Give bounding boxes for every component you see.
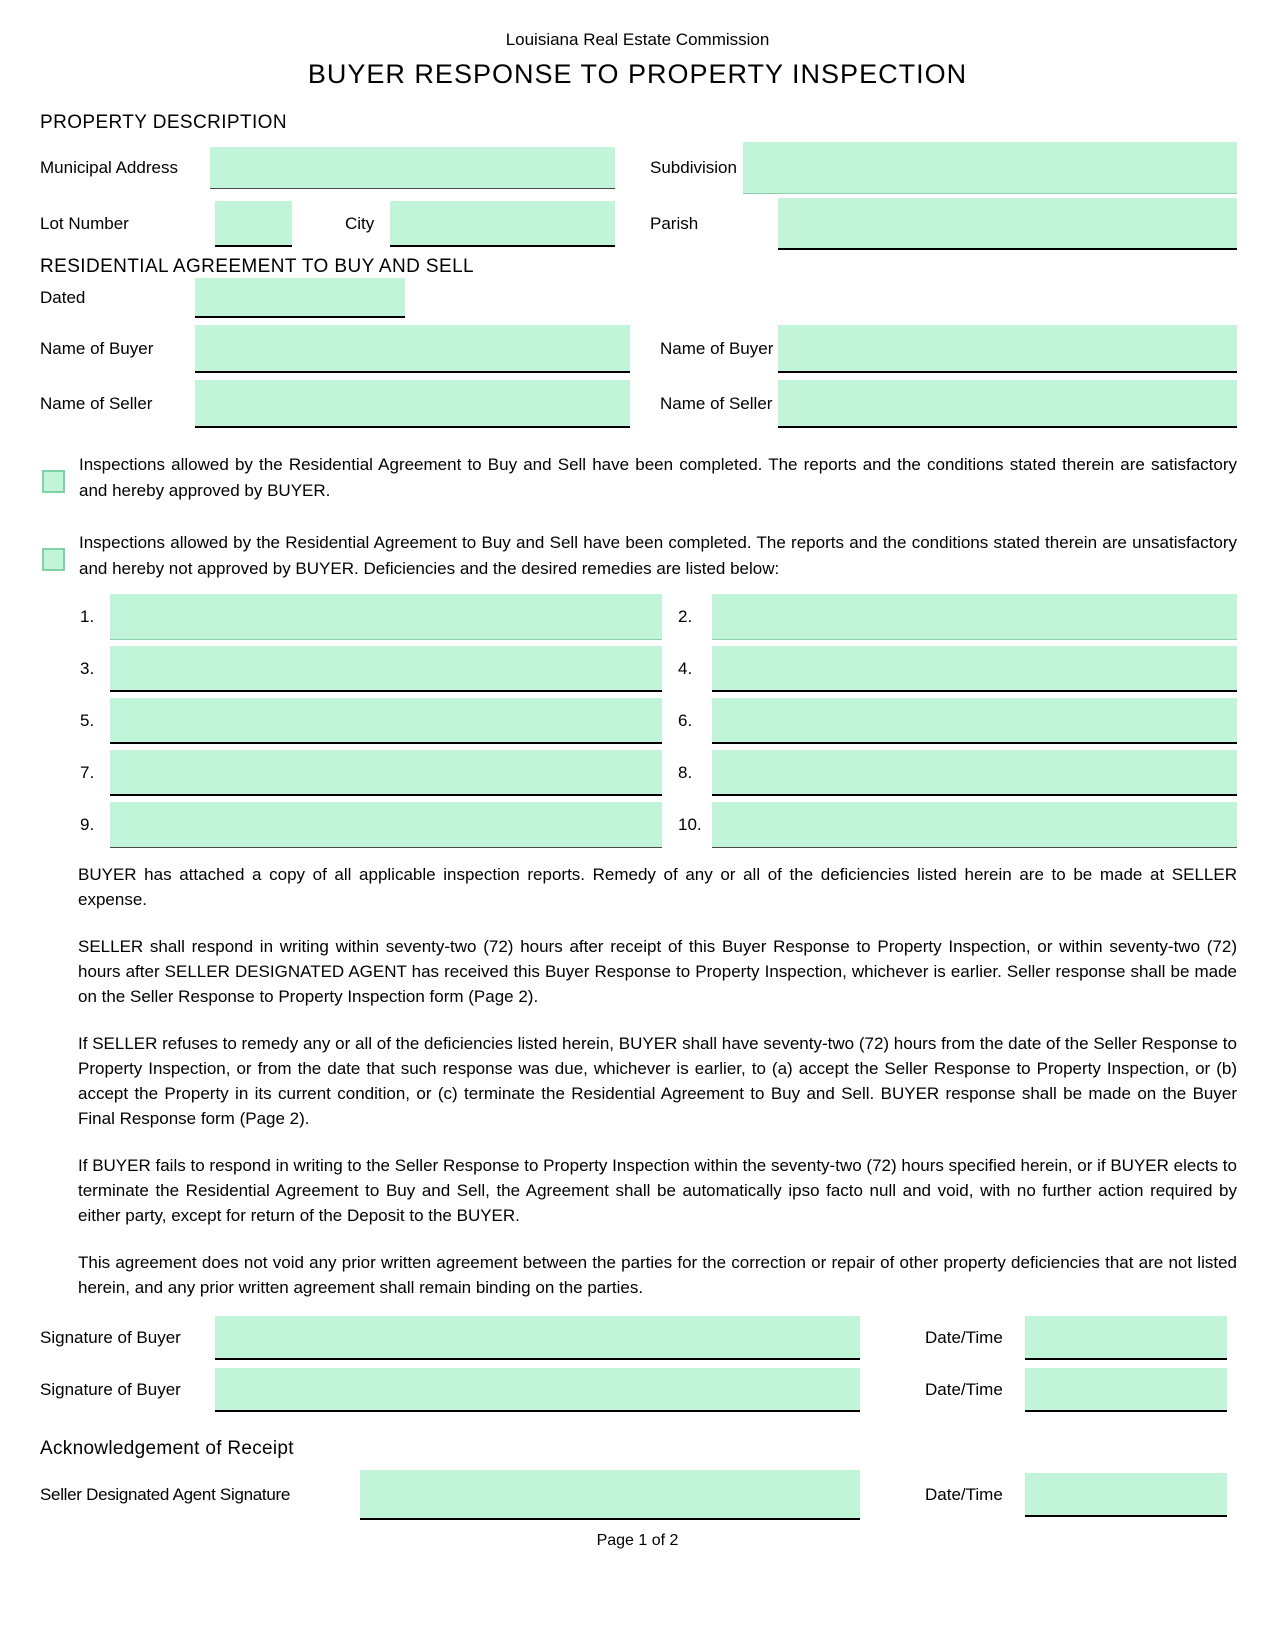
deficiency-field-3[interactable]: [110, 646, 662, 692]
unsatisfactory-checkbox[interactable]: [42, 548, 65, 571]
dated-row: [40, 278, 1237, 318]
deficiency-number-6: 6.: [678, 711, 693, 730]
buyer-names-row: [40, 325, 1237, 373]
property-row-address: [40, 142, 1237, 194]
signature-of-buyer-label-1: Signature of Buyer: [40, 1328, 181, 1347]
subdivision-field[interactable]: [743, 142, 1237, 194]
deficiency-number-3: 3.: [80, 659, 95, 678]
deficiency-field-8[interactable]: [712, 750, 1237, 796]
property-row-lot-city-parish: [40, 198, 1237, 250]
parish-label: Parish: [650, 214, 699, 233]
form-title: BUYER RESPONSE TO PROPERTY INSPECTION: [307, 59, 968, 89]
commission-name: Louisiana Real Estate Commission: [505, 30, 770, 49]
deficiency-number-7: 7.: [80, 763, 95, 782]
deficiency-field-6[interactable]: [712, 698, 1237, 744]
deficiency-number-1: 1.: [80, 607, 95, 626]
name-of-buyer-label-2: Name of Buyer: [660, 339, 774, 358]
buyer-date-time-field-1[interactable]: [1025, 1316, 1227, 1360]
deficiency-field-4[interactable]: [712, 646, 1237, 692]
deficiency-field-1[interactable]: [110, 594, 662, 640]
agent-date-time-field[interactable]: [1025, 1473, 1227, 1517]
paragraph-seller-respond: SELLER shall respond in writing within seventy-two (72) hours after receipt of this Buyer Response to Property Inspection, or within seventy-two (72) hours after SELLER DESIGNATED AGENT has received this Buyer Response to Property Inspection, whichever is earlier. Seller response shall be made on the Seller Response to Property Inspection form (Page 2).: [78, 937, 1237, 1006]
parish-field[interactable]: [778, 198, 1237, 250]
deficiency-number-9: 9.: [80, 815, 95, 834]
lot-number-field[interactable]: [215, 201, 292, 247]
seller-names-row: [40, 380, 1237, 428]
deficiency-field-2[interactable]: [712, 594, 1237, 640]
buyer-signature-field-1[interactable]: [215, 1316, 860, 1360]
agreement-heading: RESIDENTIAL AGREEMENT TO BUY AND SELL: [40, 256, 474, 277]
paragraph-buyer-fails: If BUYER fails to respond in writing to the Seller Response to Property Inspection within the seventy-two (72) hours specified herein, or if BUYER elects to terminate the Residential Agreement to Buy and Sell, the Agreement shall be automatically ipso facto null and void, with no further action required by either party, except for return of the Deposit to the BUYER.: [78, 1156, 1237, 1225]
acknowledgement-heading: Acknowledgement of Receipt: [40, 1438, 294, 1459]
buyer-signature-row-1: [40, 1316, 1237, 1360]
date-time-label-2: Date/Time: [925, 1380, 1003, 1399]
deficiency-list: [80, 594, 1237, 848]
paragraph-attached-reports: BUYER has attached a copy of all applicable inspection reports. Remedy of any or all of the deficiencies listed herein are to be made at SELLER expense.: [78, 865, 1237, 909]
name-of-seller-field-2[interactable]: [778, 380, 1237, 428]
buyer-signature-field-2[interactable]: [215, 1368, 860, 1412]
deficiency-field-7[interactable]: [110, 750, 662, 796]
name-of-seller-label-1: Name of Seller: [40, 394, 153, 413]
subdivision-label: Subdivision: [650, 158, 737, 177]
satisfactory-option-text: Inspections allowed by the Residential Agreement to Buy and Sell have been completed. The reports and the conditions stated therein are satisfactory and hereby approved by BUYER.: [79, 455, 1237, 500]
deficiency-field-9[interactable]: [110, 802, 662, 848]
deficiency-field-10[interactable]: [712, 802, 1237, 848]
unsatisfactory-option-row: [42, 530, 1237, 582]
date-time-label-1: Date/Time: [925, 1328, 1003, 1347]
agent-signature-field[interactable]: [360, 1470, 860, 1520]
signature-of-buyer-label-2: Signature of Buyer: [40, 1380, 181, 1399]
city-label: City: [345, 214, 375, 233]
page-number: Page 1 of 2: [596, 1532, 679, 1549]
municipal-address-label: Municipal Address: [40, 158, 178, 177]
agent-signature-row: [40, 1470, 1237, 1520]
dated-label: Dated: [40, 288, 86, 307]
deficiency-number-10: 10.: [678, 815, 702, 834]
agent-signature-label: Seller Designated Agent Signature: [40, 1485, 290, 1504]
unsatisfactory-option-text: Inspections allowed by the Residential Agreement to Buy and Sell have been completed. The reports and the conditions stated therein are unsatisfactory and hereby not approved by BUYER. Deficiencies and the desired remedies are listed below:: [79, 533, 1237, 578]
name-of-buyer-field-2[interactable]: [778, 325, 1237, 373]
date-time-label-3: Date/Time: [925, 1485, 1003, 1504]
deficiency-field-5[interactable]: [110, 698, 662, 744]
name-of-buyer-label-1: Name of Buyer: [40, 339, 154, 358]
deficiency-number-4: 4.: [678, 659, 693, 678]
buyer-date-time-field-2[interactable]: [1025, 1368, 1227, 1412]
name-of-seller-label-2: Name of Seller: [660, 394, 773, 413]
name-of-buyer-field-1[interactable]: [195, 325, 630, 373]
name-of-seller-field-1[interactable]: [195, 380, 630, 428]
paragraph-seller-refuses: If SELLER refuses to remedy any or all of the deficiencies listed herein, BUYER shall have seventy-two (72) hours from the date of the Seller Response to Property Inspection, or from the date that such response was due, whichever is earlier, to (a) accept the Seller Response to Property Inspection, or (b) accept the Property in its current condition, or (c) terminate the Residential Agreement to Buy and Sell. BUYER response shall be made on the Buyer Final Response form (Page 2).: [78, 1034, 1237, 1128]
buyer-signature-row-2: [40, 1368, 1237, 1412]
dated-field[interactable]: [195, 278, 405, 318]
city-field[interactable]: [390, 201, 615, 247]
satisfactory-checkbox[interactable]: [42, 470, 65, 493]
deficiency-number-8: 8.: [678, 763, 693, 782]
lot-number-label: Lot Number: [40, 214, 129, 233]
satisfactory-option-row: [42, 452, 1237, 504]
property-description-heading: PROPERTY DESCRIPTION: [40, 112, 287, 133]
deficiency-number-2: 2.: [678, 607, 693, 626]
municipal-address-field[interactable]: [210, 147, 615, 189]
deficiency-number-5: 5.: [80, 711, 95, 730]
paragraph-prior-agreement: This agreement does not void any prior written agreement between the parties for the correction or repair of other property deficiencies that are not listed herein, and any prior written agreement shall remain binding on the parties.: [78, 1253, 1237, 1297]
